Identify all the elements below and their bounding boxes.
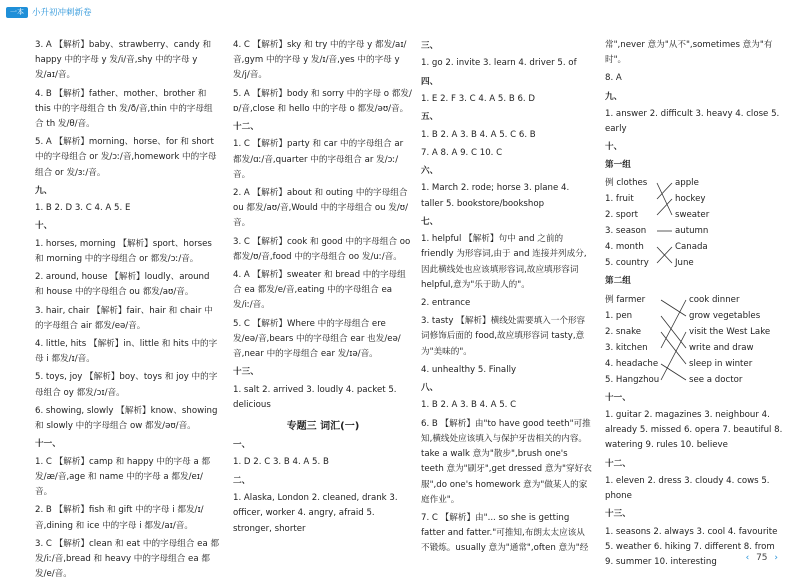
- match-left-item: 1. fruit: [605, 194, 634, 205]
- match-line: [661, 332, 686, 364]
- match-left-item: 2. snake: [605, 326, 642, 337]
- section-heading: 九、: [35, 185, 53, 196]
- answer-item: 5. A 【解析】body 和 sorry 中的字母 o 都发/ɒ/音,close 和 hello 中的字母 o 都发/əʊ/音。: [233, 88, 412, 114]
- match-line: [661, 332, 686, 380]
- match-line: [657, 183, 672, 215]
- answer-item: 1. C 【解析】party 和 car 中的字母组合 ar 都发/ɑː/音,quarter 中的字母组合 ar 发/ɔː/音。: [233, 139, 404, 180]
- match-left-item: 5. Hangzhou: [605, 374, 660, 385]
- page-header: [0, 0, 800, 26]
- answer-item: 7. C 【解析】由"... so she is getting fatter and fatter."可推知,布朗太太应该从不锻炼。usually 意为"通常",often 意为"经: [421, 512, 589, 554]
- match-left-item: 3. kitchen: [605, 342, 648, 353]
- answer-item: 4. unhealthy 5. Finally: [421, 364, 517, 375]
- section-heading: 十二、: [605, 458, 631, 469]
- answer-item: 4. little, hits 【解析】in、little 和 hits 中的字母 i 都发/ɪ/音。: [35, 339, 218, 365]
- answer-item: 常",never 意为"从不",sometimes 意为"有时"。: [605, 40, 773, 66]
- section-heading: 十一、: [605, 392, 631, 403]
- matching-group-2: [605, 292, 785, 390]
- match-right-item: cook dinner: [689, 294, 740, 305]
- section-heading: 五、: [421, 112, 439, 123]
- answer-item: 1. E 2. F 3. C 4. A 5. B 6. D: [421, 94, 536, 105]
- match-left-item: 1. pen: [605, 310, 633, 321]
- section-heading: 六、: [421, 166, 439, 177]
- answer-item: 1. eleven 2. dress 3. cloudy 4. cows 5. phone: [605, 476, 770, 502]
- answer-item: 5. C 【解析】Where 中的字母组合 ere 发/eə/音,bears 中的字母组合 ear 也发/eə/音,near 中的字母组合 ear 发/ɪə/音。: [233, 318, 401, 360]
- section-heading: 七、: [421, 216, 439, 227]
- match-line: [661, 316, 686, 348]
- book-title: 小升初冲刺新卷: [32, 8, 92, 18]
- answer-item: 3. C 【解析】clean 和 eat 中的字母组合 ea 都发/iː/音,bread 和 heavy 中的字母组合 ea 都发/e/音。: [35, 538, 220, 580]
- match-line: [661, 300, 686, 348]
- match-right-item: sleep in winter: [689, 358, 753, 369]
- section-heading: 第一组: [605, 159, 631, 170]
- answer-item: 4. B 【解析】father、mother、brother 和 this 中的字母组合 th 发/ð/音,thin 中的字母组合 th 发/θ/音。: [35, 88, 213, 130]
- match-right-item: autumn: [675, 226, 709, 237]
- match-left-item: 4. month: [605, 242, 644, 253]
- match-left-item: 3. season: [605, 226, 647, 237]
- section-heading: 十、: [605, 142, 623, 153]
- match-line: [657, 183, 672, 199]
- match-line: [657, 199, 672, 215]
- section-heading: 八、: [421, 383, 439, 394]
- answer-item: 1. D 2. C 3. B 4. A 5. B: [233, 457, 329, 468]
- answer-item: 1. horses, morning 【解析】sport、horses 和 morning 中的字母组合 or 都发/ɔː/音。: [35, 238, 212, 265]
- next-page-icon[interactable]: ›: [774, 553, 778, 563]
- column-4-bottom: [605, 391, 785, 571]
- answer-item: 1. guitar 2. magazines 3. neighbour 4. already 5. missed 6. opera 7. beautiful 8. watering 9. rules 10. believe: [605, 410, 783, 451]
- answer-item: 2. B 【解析】fish 和 gift 中的字母 i 都发/ɪ/音,dining 和 ice 中的字母 i 都发/aɪ/音。: [35, 505, 204, 531]
- match-right-item: sweater: [675, 210, 710, 221]
- answer-item: 7. A 8. A 9. C 10. C: [421, 147, 503, 158]
- column-4-top: [605, 38, 785, 173]
- answer-item: 2. entrance: [421, 298, 471, 309]
- answer-item: 3. A 【解析】baby、strawberry、candy 和 happy 中的字母 y 发/i/音,shy 中的字母 y 发/aɪ/音。: [35, 40, 212, 81]
- section-heading: 十、: [35, 221, 53, 232]
- answer-item: 1. B 2. A 3. B 4. A 5. C: [421, 400, 517, 411]
- answer-item: 6. showing, slowly 【解析】know、showing 和 slowly 中的字母组合 ow 都发/əʊ/音。: [35, 405, 218, 432]
- match-left-item: 2. sport: [605, 210, 639, 221]
- answer-item: 3. hair, chair 【解析】fair、hair 和 chair 中的字母组合 air 都发/eə/音。: [35, 305, 213, 331]
- section-heading: 一、: [233, 440, 251, 451]
- match-left-item: 例 farmer: [605, 294, 646, 305]
- match-left-item: 5. country: [605, 258, 649, 269]
- matching-group-1: [605, 175, 785, 273]
- answer-item: 1. helpful 【解析】句中 and 之前的 friendly 为形容词,由于 and 连接并列成分,因此横线处也应该填形容词,故应填形容词 helpful,意为"乐于助人的"。: [421, 234, 587, 290]
- topic-title: 专题三 词汇(一): [286, 421, 360, 433]
- answer-item: 1. go 2. invite 3. learn 4. driver 5. of: [421, 58, 577, 69]
- answer-item: 1. Alaska, London 2. cleaned, drank 3. officer, worker 4. angry, afraid 5. stronger, shorter: [233, 493, 398, 534]
- match-right-item: Canada: [675, 242, 708, 253]
- answer-item: 2. around, house 【解析】loudly、around 和 house 中的字母组合 ou 都发/aʊ/音。: [35, 272, 210, 298]
- answer-item: 1. B 2. A 3. B 4. A 5. C 6. B: [421, 129, 536, 140]
- match-right-item: see a doctor: [689, 374, 743, 385]
- answer-item: 1. March 2. rode; horse 3. plane 4. taller 5. bookstore/bookshop: [421, 183, 570, 209]
- section-heading: 十一、: [35, 439, 61, 450]
- match-right-item: June: [675, 258, 694, 269]
- section-heading: 四、: [421, 76, 439, 87]
- answer-item: 1. seasons 2. always 3. cool 4. favourite 5. weather 6. hiking 7. different 8. from 9. summer 10. interesting: [605, 526, 778, 568]
- match-left-item: 4. headache: [605, 358, 659, 369]
- answer-item: 5. A 【解析】morning、horse、for 和 short 中的字母组合 or 发/ɔː/音,homework 中的字母组合 or 发/ɜː/音。: [35, 137, 217, 178]
- section-heading: 十三、: [605, 509, 631, 520]
- section-heading: 十三、: [233, 367, 259, 378]
- match-right-item: hockey: [675, 194, 706, 205]
- column-1: [35, 38, 220, 585]
- section-heading: 二、: [233, 475, 251, 486]
- column-4: [605, 38, 785, 573]
- match-right-item: write and draw: [689, 342, 754, 353]
- answer-item: 4. A 【解析】sweater 和 bread 中的字母组合 ea 都发/e/音,eating 中的字母组合 ea 发/iː/音。: [233, 270, 406, 311]
- column-3: [421, 38, 593, 560]
- answer-item: 6. B 【解析】由"to have good teeth"可推知,横线处应该填入与保护牙齿相关的内容。take a walk 意为"散步",brush one's teeth 意为"刷牙",get dressed 意为"穿好衣服",do one's homework 意为"做某人的家庭作业"。: [421, 418, 592, 505]
- answer-item: 2. A 【解析】about 和 outing 中的字母组合 ou 都发/aʊ/音,Would 中的字母组合 ou 发/ʊ/音。: [233, 188, 409, 229]
- answer-item: 1. answer 2. difficult 3. heavy 4. close 5. early: [605, 109, 780, 135]
- prev-page-icon[interactable]: ‹: [745, 553, 750, 563]
- series-logo: 一本: [6, 7, 28, 18]
- section-heading: 三、: [421, 41, 439, 51]
- answer-item: 5. toys, joy 【解析】boy、toys 和 joy 中的字母组合 oy 都发/ɔɪ/音。: [35, 372, 218, 398]
- match-right-item: grow vegetables: [689, 310, 761, 321]
- answer-item: 3. C 【解析】cook 和 good 中的字母组合 oo 都发/ʊ/音,food 中的字母组合 oo 发/uː/音。: [233, 236, 411, 262]
- answer-item: 1. C 【解析】camp 和 happy 中的字母 a 都发/æ/音,age 和 name 中的字母 a 都发/eɪ/音。: [35, 456, 211, 498]
- answer-item: 8. A: [605, 73, 622, 84]
- match-right-item: apple: [675, 178, 699, 189]
- answer-item: 1. B 2. D 3. C 4. A 5. E: [35, 203, 131, 214]
- answer-item: 3. tasty 【解析】横线处需要填入一个形容词修饰后面的 food,故应填形容词 tasty,意为"美味的"。: [421, 316, 586, 357]
- answer-item: 4. C 【解析】sky 和 try 中的字母 y 都发/aɪ/音,gym 中的字母 y 发/ɪ/音,yes 中的字母 y 发/j/音。: [233, 40, 407, 81]
- answer-item: 1. salt 2. arrived 3. loudly 4. packet 5. delicious: [233, 384, 397, 410]
- page-number: 75: [756, 553, 768, 563]
- group-2-heading: 第二组: [605, 276, 631, 287]
- column-2: [233, 38, 413, 540]
- section-heading: 九、: [605, 91, 623, 102]
- match-right-item: visit the West Lake: [689, 326, 771, 337]
- section-heading: 十二、: [233, 122, 259, 133]
- match-left-item: 例 clothes: [605, 178, 648, 189]
- page-footer: [742, 553, 782, 563]
